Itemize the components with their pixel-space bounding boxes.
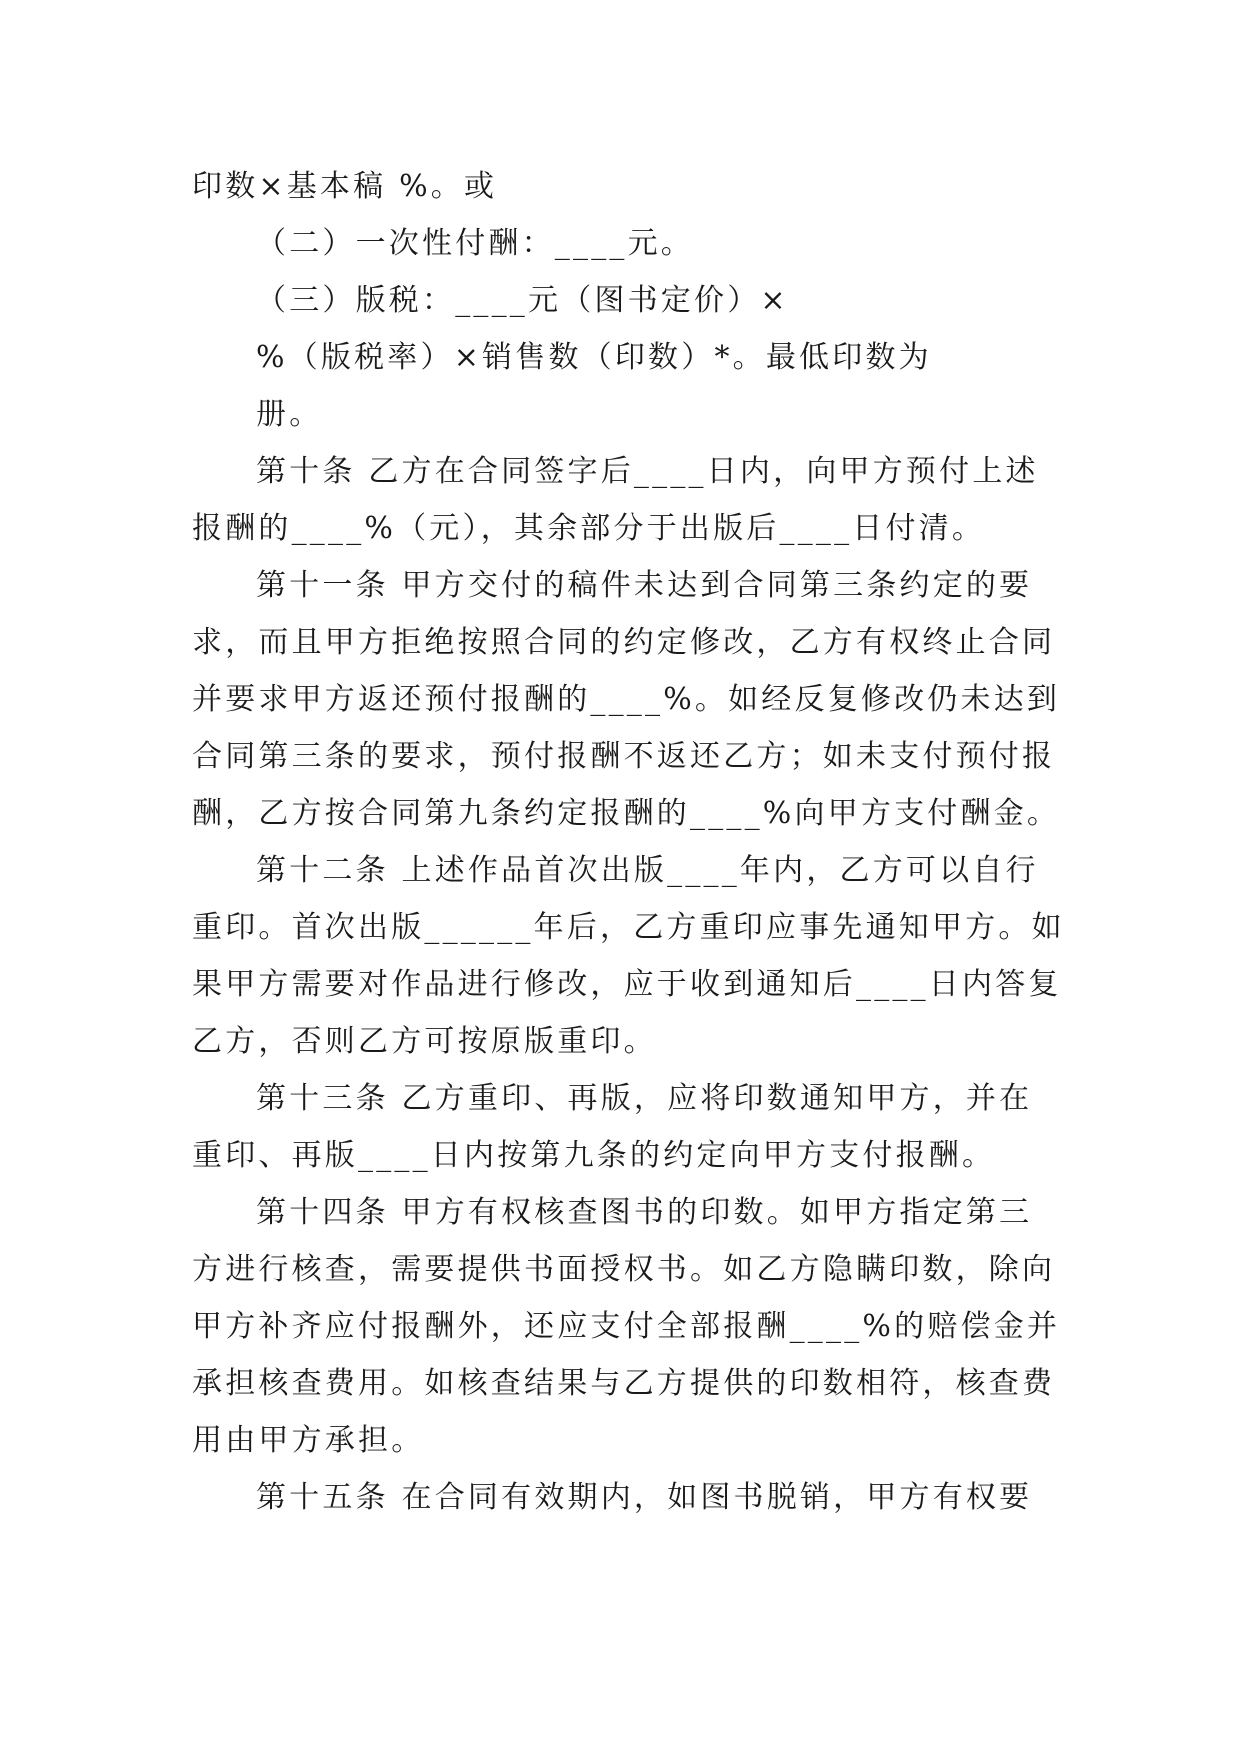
text-line: 求，而且甲方拒绝按照合同的约定修改，乙方有权终止合同 — [192, 625, 1056, 660]
clause-heading-line: 第十三条 乙方重印、再版，应将印数通知甲方，并在 — [256, 1081, 1033, 1116]
text-line: 并要求甲方返还预付报酬的____%。如经反复修改仍未达到 — [192, 682, 1061, 717]
text-line: 果甲方需要对作品进行修改，应于收到通知后____日内答复 — [192, 967, 1062, 1002]
text-line: 重印、再版____日内按第九条的约定向甲方支付报酬。 — [192, 1138, 996, 1173]
text-line: （三）版税：____元（图书定价）× — [256, 283, 789, 318]
clause-heading-line: 第十五条 在合同有效期内，如图书脱销，甲方有权要 — [256, 1480, 1033, 1515]
text-line: 方进行核查，需要提供书面授权书。如乙方隐瞒印数，除向 — [192, 1252, 1056, 1287]
text-line: %（版税率）×销售数（印数）*。最低印数为 — [256, 340, 932, 375]
text-line: 重印。首次出版______年后，乙方重印应事先通知甲方。如 — [192, 910, 1065, 945]
text-line: 承担核查费用。如核查结果与乙方提供的印数相符，核查费 — [192, 1366, 1056, 1401]
text-line: 乙方，否则乙方可按原版重印。 — [192, 1024, 657, 1059]
text-line: 甲方补齐应付报酬外，还应支付全部报酬____%的赔偿金并 — [192, 1309, 1061, 1344]
text-line: 酬，乙方按合同第九条约定报酬的____%向甲方支付酬金。 — [192, 796, 1061, 831]
clause-heading-line: 第十二条 上述作品首次出版____年内，乙方可以自行 — [256, 853, 1039, 888]
text-line: （二）一次性付酬：____元。 — [256, 226, 694, 261]
text-line: 印数×基本稿 %。或 — [192, 169, 498, 204]
clause-heading-line: 第十条 乙方在合同签字后____日内，向甲方预付上述 — [256, 454, 1039, 489]
text-line: 合同第三条的要求，预付报酬不返还乙方；如未支付预付报 — [192, 739, 1056, 774]
text-line: 报酬的____%（元），其余部分于出版后____日付清。 — [192, 511, 986, 546]
clause-heading-line: 第十四条 甲方有权核查图书的印数。如甲方指定第三 — [256, 1195, 1033, 1230]
clause-heading-line: 第十一条 甲方交付的稿件未达到合同第三条约定的要 — [256, 568, 1033, 603]
text-line: 册。 — [256, 397, 323, 432]
text-line: 用由甲方承担。 — [192, 1423, 425, 1458]
